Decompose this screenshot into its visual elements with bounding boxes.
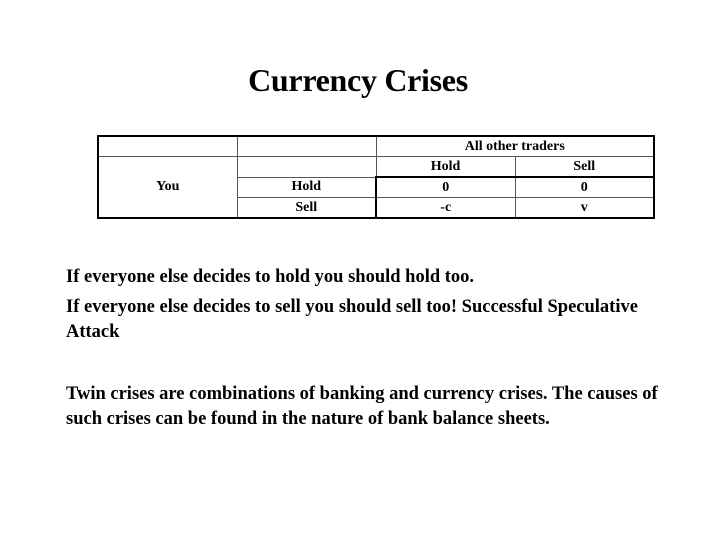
table-row (98, 136, 654, 157)
table-cell-empty (237, 136, 376, 157)
explanation-block (66, 265, 666, 345)
payoff-sell-hold: -c (376, 198, 515, 219)
table-cell-empty (237, 157, 376, 178)
row-group-you: You (98, 157, 237, 219)
payoff-sell-sell: v (515, 198, 654, 219)
row-label-sell: Sell (237, 198, 376, 219)
twin-crises-block (66, 382, 666, 432)
table-cell-empty (98, 136, 237, 157)
payoff-hold-hold: 0 (376, 177, 515, 198)
table-row (98, 157, 654, 178)
paragraph-sell: If everyone else decides to sell you should sell too! Successful Speculative Attack (66, 297, 638, 342)
column-header-hold: Hold (376, 157, 515, 178)
slide-title: Currency Crises (248, 62, 468, 98)
row-label-hold: Hold (237, 177, 376, 198)
header-all-other-traders: All other traders (376, 136, 654, 157)
payoff-matrix (97, 135, 655, 219)
paragraph-twin-crises: Twin crises are combinations of banking and currency crises. The causes of such crises can be found in the nature of bank balance sheets. (66, 384, 658, 429)
paragraph-hold: If everyone else decides to hold you should hold too. (66, 267, 475, 287)
column-header-sell: Sell (515, 157, 654, 178)
payoff-hold-sell: 0 (515, 177, 654, 198)
